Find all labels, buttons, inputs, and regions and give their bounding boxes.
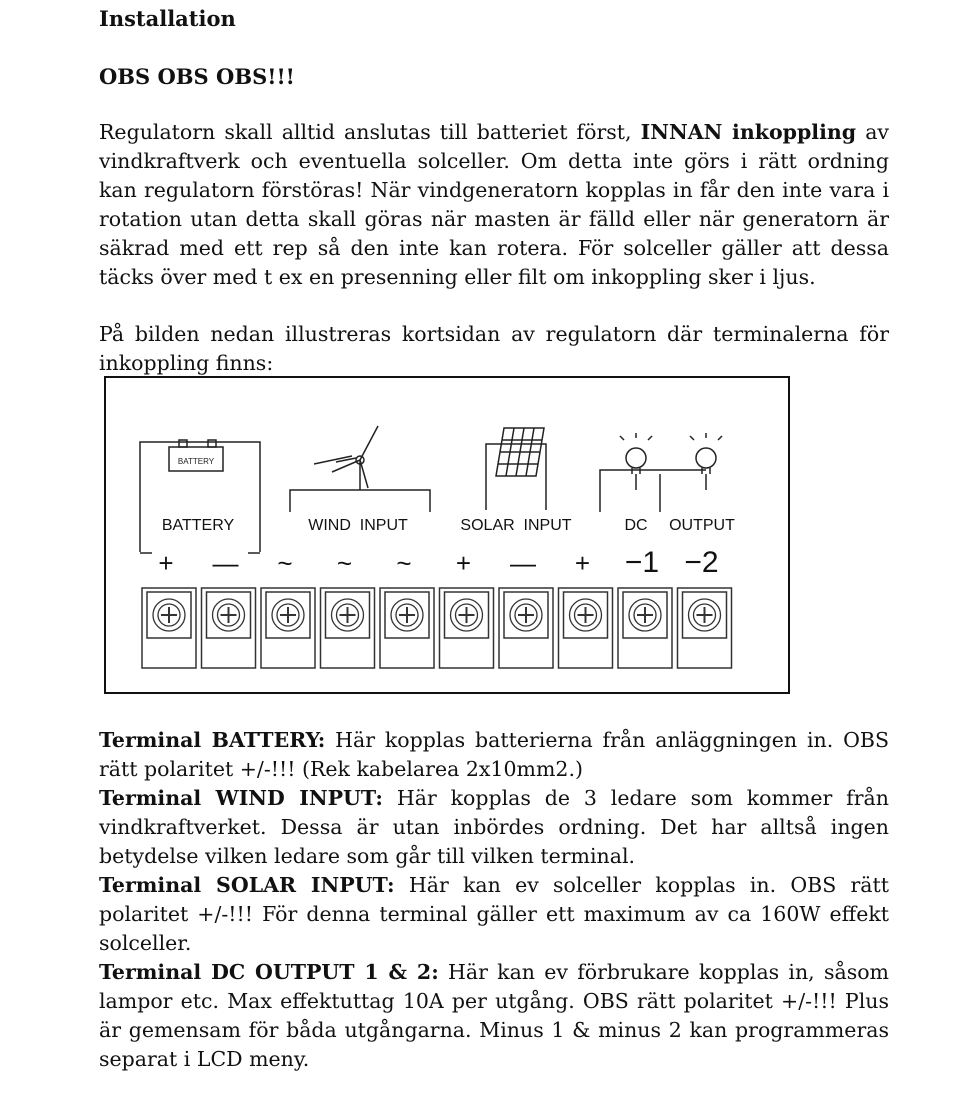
polarity-symbol-8: + — [574, 548, 591, 578]
polarity-symbol-3: ~ — [277, 548, 293, 578]
polarity-symbol-6: + — [455, 548, 472, 578]
lamp-icon-1 — [620, 433, 652, 474]
terminal-block — [142, 588, 732, 668]
terminal-screw-2 — [202, 588, 256, 668]
terminal-screw-9 — [618, 588, 672, 668]
terminal-screw-3 — [261, 588, 315, 668]
terminal-screw-7 — [499, 588, 553, 668]
dc-output-group — [600, 433, 722, 512]
terminal-descriptions — [99, 726, 889, 1074]
wind-group — [290, 426, 430, 512]
terminal-screw-1 — [142, 588, 196, 668]
terminal-wind-description — [99, 784, 889, 871]
terminal-battery-text: Här kopplas batterierna från anläggningen in. OBS rätt polaritet +/-!!! (Rek kabelarea 2x10mm2.) — [99, 728, 889, 781]
solar-group — [486, 428, 546, 510]
terminal-dc-description — [99, 958, 889, 1074]
battery-icon-text: BATTERY — [177, 457, 215, 466]
terminal-screw-5 — [380, 588, 434, 668]
terminal-wind-title: Terminal WIND INPUT: — [99, 786, 383, 810]
solar-panel-icon — [496, 428, 544, 476]
terminal-battery-title: Terminal BATTERY: — [99, 728, 326, 752]
terminal-screw-8 — [559, 588, 613, 668]
terminal-diagram — [104, 376, 790, 694]
terminal-solar-description — [99, 871, 889, 958]
label-dc: DC — [624, 517, 648, 534]
terminal-screw-4 — [321, 588, 375, 668]
polarity-symbol-2: — — [212, 548, 239, 578]
polarity-symbol-7: — — [510, 548, 536, 578]
intro-text-start: Regulatorn skall alltid anslutas till batteriet först, — [99, 120, 641, 144]
polarity-symbols — [158, 546, 718, 579]
label-output: OUTPUT — [669, 517, 735, 534]
terminal-solar-text: Här kan ev solceller kopplas in. OBS rätt polaritet +/-!!! För denna terminal gäller ett maximum av ca 160W effekt solceller. — [99, 873, 889, 955]
lamp-icon-2 — [690, 433, 722, 474]
terminal-dc-title: Terminal DC OUTPUT 1 & 2: — [99, 960, 439, 984]
terminal-dc-text: Här kan ev förbrukare kopplas in, såsom lampor etc. Max effektuttag 10A per utgång. OBS rätt polaritet +/-!!! Plus är gemensam för båda utgångarna. Minus 1 & minus 2 kan programmeras separat i LCD meny. — [99, 960, 889, 1071]
intro-bold-text: INNAN inkoppling — [640, 120, 857, 144]
terminal-screw-6 — [440, 588, 494, 668]
polarity-symbol-9: −1 — [624, 546, 660, 579]
figure-intro-paragraph: På bilden nedan illustreras kortsidan av regulatorn där terminalerna för inkoppling finns: — [99, 322, 889, 375]
terminal-screw-10 — [678, 588, 732, 668]
polarity-symbol-10: −2 — [684, 546, 719, 579]
label-wind-input: WIND INPUT — [308, 517, 408, 534]
warning-heading: OBS OBS OBS!!! — [99, 64, 295, 89]
terminal-battery-description — [99, 726, 889, 784]
polarity-symbol-5: ~ — [396, 548, 412, 578]
intro-text-end: av vindkraftverk och eventuella solceller. Om detta inte görs i rätt ordning kan regulatorn förstöras! När vindgeneratorn kopplas in får den inte vara i rotation utan detta skall göras när masten är fälld eller när generatorn är säkrad med ett rep så den inte kan rotera. För solceller gäller att dessa täcks över med t ex en presenning eller filt om inkoppling sker i ljus. — [99, 120, 889, 289]
polarity-symbol-1: + — [158, 548, 174, 578]
label-solar-input: SOLAR INPUT — [460, 517, 572, 534]
intro-paragraph — [99, 118, 889, 292]
terminal-diagram-svg — [106, 378, 788, 692]
label-battery: BATTERY — [161, 517, 235, 534]
wind-turbine-icon — [314, 426, 378, 488]
terminal-wind-text: Här kopplas de 3 ledare som kommer från vindkraftverket. Dessa är utan inbördes ordning. Det har alltså ingen betydelse vilken ledare som går till vilken terminal. — [99, 786, 889, 868]
section-heading: Installation — [99, 6, 236, 31]
polarity-symbol-4: ~ — [336, 548, 353, 578]
terminal-solar-title: Terminal SOLAR INPUT: — [99, 873, 395, 897]
